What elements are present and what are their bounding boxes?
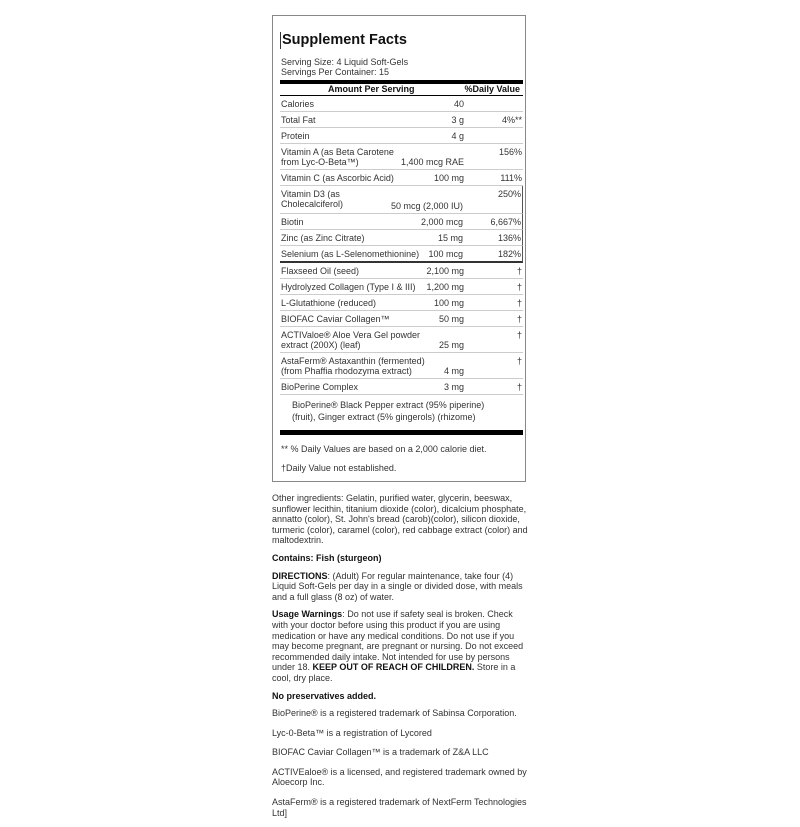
daily-value: 4%** (501, 115, 522, 125)
nutrient-amount: 4 mg (443, 366, 464, 376)
nutrient-name: Vitamin D3 (as Cholecalciferol) (281, 189, 344, 209)
warnings-label: Usage Warnings (272, 609, 343, 620)
daily-value: 111% (500, 173, 522, 183)
nutrient-name: Vitamin C (as Ascorbic Acid) (281, 173, 394, 183)
amount-header: Amount Per Serving (328, 84, 415, 94)
nutrient-amount: 2,100 mg (426, 266, 464, 276)
preservatives-paragraph (272, 691, 530, 702)
nutrient-name: L-Glutathione (reduced) (281, 298, 377, 308)
nutrient-amount: 100 mg (433, 298, 464, 308)
divider-bar (280, 430, 523, 435)
allergen-paragraph (272, 553, 530, 564)
table-header (280, 80, 523, 96)
nutrient-amount: 1,200 mg (426, 282, 464, 292)
nutrient-name: AstaFerm® Astaxanthin (fermented) (from Phaffia rhodozyma extract) (281, 356, 425, 376)
label-text (272, 493, 530, 818)
nutrient-amount: 100 mg (433, 173, 464, 183)
table-row (280, 353, 523, 379)
daily-value: † (516, 282, 522, 292)
trademark-note: Lyc-0-Beta™ is a registration of Lycored (272, 727, 432, 738)
nutrient-name: Protein (281, 131, 310, 141)
nutrient-name: Vitamin A (as Beta Carotene from Lyc-O-Beta™) (281, 147, 394, 167)
nutrient-name: Selenium (as L-Selenomethionine) (281, 249, 420, 259)
daily-value: 6,667% (490, 217, 521, 227)
trademark-note: BIOFAC Caviar Collagen™ is a trademark of Z&A LLC (272, 747, 489, 758)
directions-text: : (Adult) For regular maintenance, take four (4) Liquid Soft-Gels per day in a single or divided dose, with meals and a full glass (8 oz) of water. (272, 570, 523, 602)
daily-value: † (516, 266, 522, 276)
nutrient-amount: 15 mg (437, 233, 463, 243)
directions (272, 571, 530, 603)
table-row (280, 295, 523, 311)
daily-value: † (516, 382, 522, 392)
nutrient-name: Zinc (as Zinc Citrate) (281, 233, 365, 243)
nutrient-name: BioPerine Complex (281, 382, 359, 392)
nutrient-amount: 2,000 mcg (420, 217, 463, 227)
table-row (280, 128, 523, 144)
nutrient-amount: 3 mg (443, 382, 464, 392)
table-body (280, 96, 523, 395)
supplement-facts-panel (272, 15, 526, 482)
nutrient-name: Biotin (281, 217, 304, 227)
table-row (280, 263, 523, 279)
table-row (280, 214, 523, 230)
nutrient-amount: 50 mcg (2,000 IU) (390, 201, 463, 211)
nutrient-name: Total Fat (281, 115, 316, 125)
nutrient-name: ACTIValoe® Aloe Vera Gel powder extract (200X) (leaf) (281, 330, 421, 350)
daily-value: † (516, 314, 522, 324)
warnings-text: : Do not use if safety seal is broken. Check with your doctor before using this product if you are using medication or have any medical conditions. Do not use if you may become pregnant, are pregnant or nursing. Do not exceed recommended daily intake. Not intended for use by persons under 18. (272, 609, 524, 673)
table-row (280, 311, 523, 327)
nutrient-name: Calories (281, 99, 315, 109)
trademark-note: BioPerine® is a registered trademark of Sabinsa Corporation. (272, 708, 517, 719)
daily-value: 182% (497, 249, 521, 259)
daily-value: 250% (497, 189, 521, 199)
nutrient-amount: 40 (453, 99, 464, 109)
daily-value: 156% (498, 147, 522, 157)
table-row (280, 186, 523, 214)
table-row (280, 327, 523, 353)
nutrient-name: Hydrolyzed Collagen (Type I & III) (281, 282, 416, 292)
usage-warnings (272, 609, 530, 683)
serving-info (281, 57, 525, 77)
trademark-note: ACTIVEaloe® is a licensed, and registered trademark owned by Aloecorp Inc. (272, 766, 527, 788)
serving-size: Serving Size: 4 Liquid Soft-Gels (281, 57, 409, 67)
servings-per-container: Servings Per Container: 15 (281, 67, 390, 77)
daily-value: † (516, 330, 522, 340)
trademark-notes (272, 708, 530, 818)
nutrient-name: BIOFAC Caviar Collagen™ (281, 314, 390, 324)
table-row (280, 246, 523, 263)
facts-table (280, 80, 523, 473)
table-row (280, 112, 523, 128)
dv-header: %Daily Value (464, 84, 520, 94)
footnote-dv: ** % Daily Values are based on a 2,000 calorie diet. (281, 444, 487, 454)
daily-value: 136% (497, 233, 521, 243)
nutrient-amount: 25 mg (438, 340, 464, 350)
panel-title: Supplement Facts (280, 32, 525, 49)
directions-label: DIRECTIONS (272, 570, 328, 581)
allergen-statement: Contains: Fish (sturgeon) (272, 552, 382, 563)
nutrient-amount: 4 g (451, 131, 464, 141)
table-row (280, 144, 523, 170)
no-preservatives: No preservatives added. (272, 690, 377, 701)
table-row (280, 279, 523, 295)
nutrient-amount: 3 g (451, 115, 464, 125)
trademark-note: AstaFerm® is a registered trademark of NextFerm Technologies Ltd] (272, 797, 527, 818)
nutrient-amount: 50 mg (438, 314, 464, 324)
warnings-keep-out: KEEP OUT OF REACH OF CHILDREN. (312, 662, 475, 673)
table-row (280, 96, 523, 112)
nutrient-name: Flaxseed Oil (seed) (281, 266, 360, 276)
table-row (280, 379, 523, 395)
nutrient-amount: 1,400 mcg RAE (400, 157, 464, 167)
warnings-storage: Store in a cool, dry place. (272, 662, 516, 683)
complex-detail: BioPerine® Black Pepper extract (95% piperine) (fruit), Ginger extract (5% gingerols) (rhizome) (292, 400, 485, 422)
table-row (280, 230, 523, 246)
table-row (280, 170, 523, 186)
daily-value: † (516, 356, 522, 366)
other-ingredients: Other ingredients: Gelatin, purified water, glycerin, beeswax, sunflower lecithin, titanium dioxide (color), dicalcium phosphate, annatto (color), St. John's bread (carob)(color), silicon dioxide, turmeric (color), caramel (color), red cabbage extract (color) and maltodextrin. (272, 493, 528, 546)
label-page (272, 15, 530, 827)
nutrient-amount: 100 mcg (428, 249, 463, 259)
daily-value: † (516, 298, 522, 308)
footnote-dagger: †Daily Value not established. (281, 463, 397, 473)
